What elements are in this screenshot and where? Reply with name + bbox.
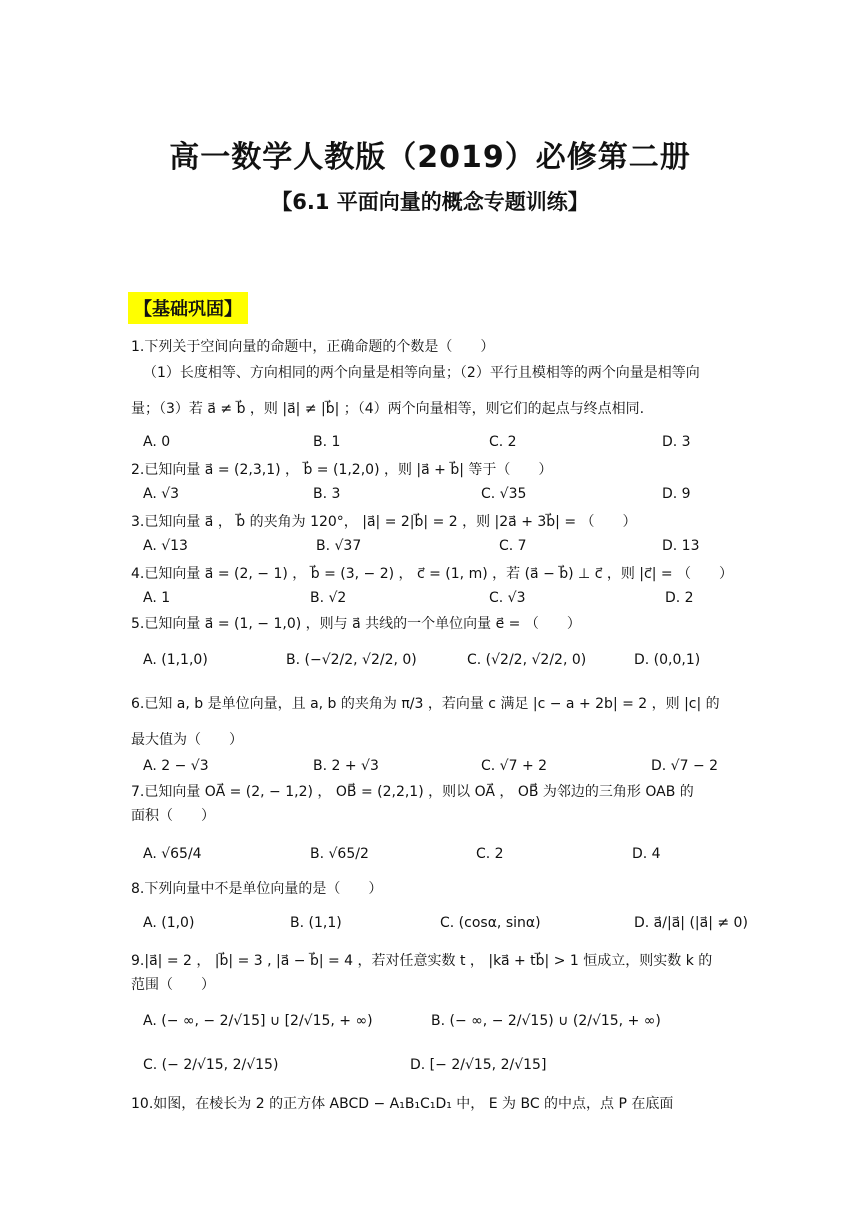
question-text: 10.如图，在棱长为 2 的正方体 ABCD − A₁B₁C₁D₁ 中， E 为 BC 的中点，点 P 在底面 <box>131 1096 674 1112</box>
question-text: 最大值为（ ） <box>131 732 243 748</box>
question-text: 7.已知向量 OA⃗ = (2, − 1,2) ， OB⃗ = (2,2,1) ，则以 OA⃗ ， OB⃗ 为邻边的三角形 OAB 的 <box>131 784 694 800</box>
option-c: C. √35 <box>481 486 527 502</box>
option-b: B. √2 <box>310 590 347 606</box>
option-b: B. (1,1) <box>290 915 342 931</box>
option-a: A. √3 <box>143 486 180 502</box>
option-d: D. 4 <box>632 846 661 862</box>
option-d: D. 3 <box>662 434 691 450</box>
page-title: 高一数学人教版（2019）必修第二册 <box>169 140 691 175</box>
section-label: 【基础巩固】 <box>128 292 248 324</box>
option-a: A. (1,0) <box>143 915 195 931</box>
option-c: C. 2 <box>489 434 517 450</box>
option-d: D. [− 2/√15, 2/√15] <box>410 1057 547 1073</box>
option-b: B. (−√2/2, √2/2, 0) <box>286 652 417 668</box>
question-text: 2.已知向量 a⃗ = (2,3,1) ， b⃗ = (1,2,0) ，则 |a⃗ + b⃗| 等于（ ） <box>131 462 553 478</box>
option-d: D. 2 <box>665 590 694 606</box>
option-a: A. √65/4 <box>143 846 202 862</box>
option-d: D. 13 <box>662 538 700 554</box>
question-text: 5.已知向量 a⃗ = (1, − 1,0) ，则与 a⃗ 共线的一个单位向量 e⃗ = （ ） <box>131 616 581 632</box>
question-text: 量；（3）若 a⃗ ≠ b⃗ ，则 |a⃗| ≠ |b⃗| ；（4）两个向量相等，则它们的起点与终点相同. <box>131 401 645 417</box>
option-a: A. 0 <box>143 434 171 450</box>
option-d: D. √7 − 2 <box>651 758 719 774</box>
option-b: B. 1 <box>313 434 341 450</box>
option-b: B. 2 + √3 <box>313 758 379 774</box>
option-c: C. (cosα, sinα) <box>440 915 541 931</box>
option-c: C. (− 2/√15, 2/√15) <box>143 1057 279 1073</box>
option-a: A. (− ∞, − 2/√15] ∪ [2/√15, + ∞) <box>143 1013 373 1029</box>
page-subtitle: 【6.1 平面向量的概念专题训练】 <box>271 190 589 214</box>
option-a: A. √13 <box>143 538 188 554</box>
option-b: B. √65/2 <box>310 846 369 862</box>
option-c: C. (√2/2, √2/2, 0) <box>467 652 587 668</box>
option-c: C. √7 + 2 <box>481 758 548 774</box>
option-c: C. 2 <box>476 846 504 862</box>
option-b: B. 3 <box>313 486 341 502</box>
option-b: B. √37 <box>316 538 362 554</box>
option-b: B. (− ∞, − 2/√15) ∪ (2/√15, + ∞) <box>431 1013 661 1029</box>
question-text: 4.已知向量 a⃗ = (2, − 1) ， b⃗ = (3, − 2) ， c⃗ = (1, m) ，若 (a⃗ − b⃗) ⊥ c⃗ ，则 |c⃗| = （ ） <box>131 566 734 582</box>
question-text: 1.下列关于空间向量的命题中，正确命题的个数是（ ） <box>131 339 495 355</box>
question-text: 范围（ ） <box>131 977 215 993</box>
option-d: D. 9 <box>662 486 691 502</box>
option-a: A. 2 − √3 <box>143 758 209 774</box>
question-text: 6.已知 a, b 是单位向量，且 a, b 的夹角为 π/3 ，若向量 c 满足 |c − a + 2b| = 2 ，则 |c| 的 <box>131 696 720 712</box>
option-d: D. (0,0,1) <box>634 652 701 668</box>
option-c: C. √3 <box>489 590 526 606</box>
option-c: C. 7 <box>499 538 527 554</box>
question-text: 3.已知向量 a⃗ ， b⃗ 的夹角为 120°， |a⃗| = 2|b⃗| = 2 ，则 |2a⃗ + 3b⃗| = （ ） <box>131 514 637 530</box>
option-a: A. (1,1,0) <box>143 652 208 668</box>
question-text: 8.下列向量中不是单位向量的是（ ） <box>131 881 383 897</box>
question-text: 9.|a⃗| = 2 ， |b⃗| = 3 , |a⃗ − b⃗| = 4 ，若对任意实数 t ， |ka⃗ + tb⃗| > 1 恒成立，则实数 k 的 <box>131 953 713 969</box>
question-text: （1）长度相等、方向相同的两个向量是相等向量；（2）平行且模相等的两个向量是相等向 <box>143 365 700 381</box>
option-d: D. a⃗/|a⃗| (|a⃗| ≠ 0) <box>634 915 748 931</box>
option-a: A. 1 <box>143 590 171 606</box>
question-text: 面积（ ） <box>131 808 215 824</box>
